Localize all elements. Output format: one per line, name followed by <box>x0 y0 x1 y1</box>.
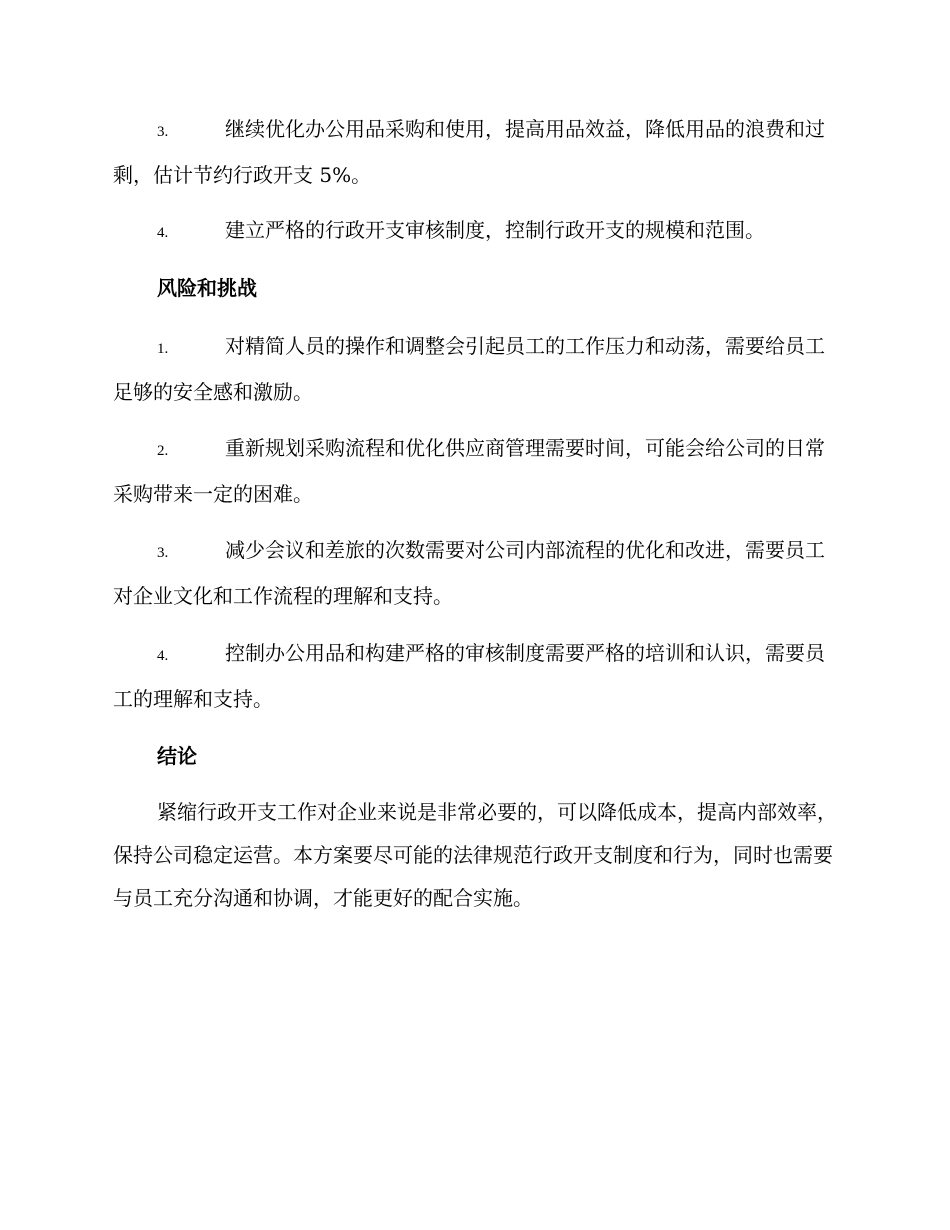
list-item-number: 4. <box>157 225 169 241</box>
section-heading-conclusion: 结论 <box>157 744 197 768</box>
list-item <box>113 325 838 414</box>
list-item-number: 3. <box>157 124 169 140</box>
conclusion-paragraph: 紧缩行政开支工作对企业来说是非常必要的，可以降低成本，提高内部效率，保持公司稳定运营。本方案要尽可能的法律规范行政开支制度和行为，同时也需要与员工充分沟通和协调，才能更好的配合实施。 <box>113 800 837 910</box>
list-item-text: 对精简人员的操作和调整会引起员工的工作压力和动荡，需要给员工足够的安全感和激励。 <box>113 334 825 404</box>
list-item <box>113 632 838 721</box>
list-item-text: 建立严格的行政开支审核制度，控制行政开支的规模和范围。 <box>225 218 765 242</box>
list-item <box>113 427 838 516</box>
list-item-number: 2. <box>157 443 169 459</box>
list-item-number: 1. <box>157 341 169 357</box>
list-item-text: 重新规划采购流程和优化供应商管理需要时间，可能会给公司的日常采购带来一定的困难。 <box>113 436 825 506</box>
list-item-number: 3. <box>157 545 169 561</box>
section-heading-risks: 风险和挑战 <box>157 276 257 300</box>
list-item <box>113 529 838 618</box>
list-item <box>113 108 838 197</box>
list-item-number: 4. <box>157 648 169 664</box>
list-item-text: 继续优化办公用品采购和使用，提高用品效益，降低用品的浪费和过剩，估计节约行政开支 5%。 <box>113 117 825 187</box>
list-item-text: 控制办公用品和构建严格的审核制度需要严格的培训和认识，需要员工的理解和支持。 <box>113 641 825 711</box>
list-item <box>113 209 838 255</box>
list-item-text: 减少会议和差旅的次数需要对公司内部流程的优化和改进，需要员工对企业文化和工作流程的理解和支持。 <box>113 538 825 608</box>
